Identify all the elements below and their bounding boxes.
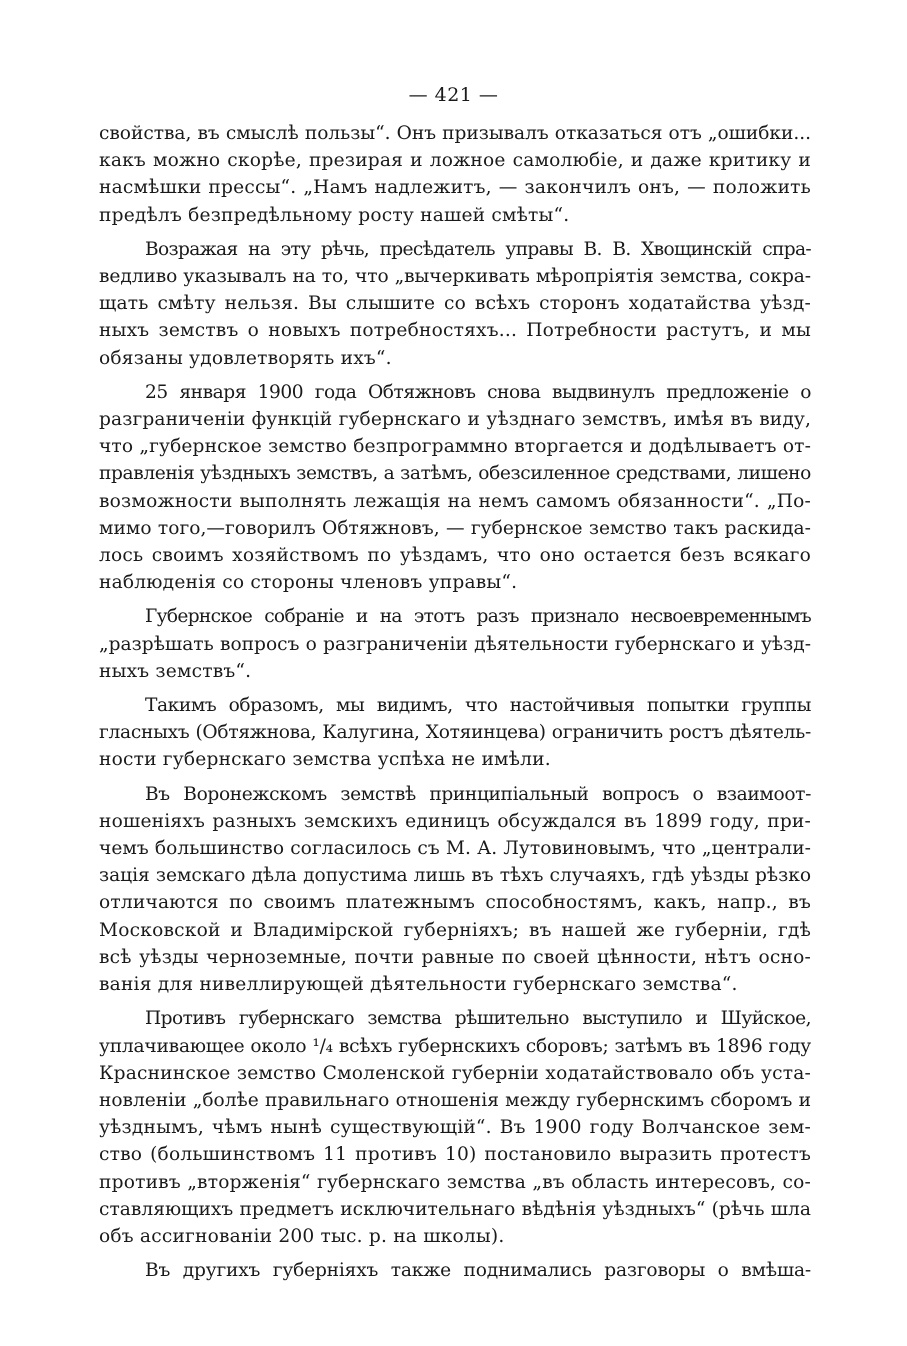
text-line: чемъ большинство согласилось съ М. А. Лутовиновымъ, что „централи- bbox=[99, 838, 811, 860]
paragraph bbox=[99, 120, 811, 229]
text-line: Противъ губернскаго земства рѣшительно выступило и Шуйское, bbox=[145, 1008, 811, 1030]
text-line: Въ другихъ губерніяхъ также поднимались разговоры о вмѣша- bbox=[145, 1260, 811, 1282]
text-line: разграниченіи функцій губернскаго и уѣзднаго земствъ, имѣя въ виду, bbox=[99, 409, 811, 431]
text-line: какъ можно скорѣе, презирая и ложное самолюбіе, и даже критику и bbox=[99, 150, 811, 172]
text-line: „разрѣшать вопросъ о разграниченіи дѣятельности губернскаго и уѣзд- bbox=[99, 633, 811, 655]
paragraph-gap bbox=[99, 774, 811, 781]
text-line: ныхъ земствъ о новыхъ потребностяхъ... Потребности растутъ, и мы bbox=[99, 320, 811, 342]
text-line: ванія для нивеллирующей дѣятельности губернскаго земства“. bbox=[99, 974, 738, 996]
paragraph-gap bbox=[99, 596, 811, 603]
paragraph bbox=[99, 603, 811, 685]
paragraph bbox=[99, 692, 811, 774]
text-line: Въ Воронежскомъ земствѣ принципіальный вопросъ о взаимоот- bbox=[145, 783, 811, 805]
text-line: ставляющихъ предметъ исключительнаго вѣдѣнія уѣздныхъ“ (рѣчь шла bbox=[99, 1198, 811, 1220]
text-line: ношеніяхъ разныхъ земскихъ единицъ обсуждался въ 1899 году, при- bbox=[99, 810, 811, 832]
paragraph bbox=[99, 379, 811, 597]
text-line: лось своимъ хозяйствомъ по уѣздамъ, что оно остается безъ всякаго bbox=[99, 545, 811, 567]
text-line: зація земскаго дѣла допустима лишь въ тѣхъ случаяхъ, гдѣ уѣзды рѣзко bbox=[99, 865, 811, 887]
text-line: мимо того,—говорилъ Обтяжновъ, — губернское земство такъ раскида- bbox=[99, 517, 811, 539]
paragraph-gap bbox=[99, 1250, 811, 1257]
text-line: Краснинское земство Смоленской губерніи ходатайствовало объ уста- bbox=[99, 1062, 811, 1084]
text-line: свойства, въ смыслѣ пользы“. Онъ призывалъ отказаться отъ „ошибки... bbox=[99, 123, 811, 144]
text-line: щать смѣту нельзя. Вы слышите со всѣхъ сторонъ ходатайства уѣзд- bbox=[99, 293, 811, 315]
paragraph bbox=[99, 781, 811, 999]
text-line: 25 января 1900 года Обтяжновъ снова выдвинулъ предложеніе о bbox=[145, 381, 811, 403]
text-line: предѣлъ безпредѣльному росту нашей смѣты“. bbox=[99, 204, 570, 226]
text-line: Возражая на эту рѣчь, пресѣдатель управы В. В. Хвощинскій спра- bbox=[145, 238, 811, 260]
text-line: ныхъ земствъ“. bbox=[99, 660, 252, 682]
text-line: возможности выполнять лежащія на немъ самомъ обязанности“. „По- bbox=[99, 490, 811, 512]
text-line: объ ассигнованіи 200 тыс. р. на школы). bbox=[99, 1225, 505, 1247]
text-line: уплачивающее около ¹/₄ всѣхъ губернскихъ сборовъ; затѣмъ въ 1896 году bbox=[99, 1035, 811, 1057]
text-line: ство (большинствомъ 11 противъ 10) постановило выразить протестъ bbox=[99, 1144, 811, 1166]
text-line: Московской и Владимірской губерніяхъ; въ нашей же губерніи, гдѣ bbox=[99, 919, 811, 941]
paragraph-gap bbox=[99, 685, 811, 692]
text-line: новленіи „болѣе правильнаго отношенія между губернскимъ сборомъ и bbox=[99, 1089, 811, 1111]
text-line: Губернское собраніе и на этотъ разъ признало несвоевременнымъ bbox=[145, 606, 811, 628]
text-line: Такимъ образомъ, мы видимъ, что настойчивыя попытки группы bbox=[145, 695, 811, 717]
text-line: ности губернскаго земства успѣха не имѣли. bbox=[99, 749, 551, 771]
text-line: правленія уѣздныхъ земствъ, а затѣмъ, обезсиленное средствами, лишено bbox=[99, 463, 811, 485]
text-line: всѣ уѣзды черноземные, почти равные по своей цѣнности, нѣтъ осно- bbox=[99, 946, 811, 968]
text-line: что „губернское земство безпрограммно вторгается и додѣлываетъ от- bbox=[99, 436, 811, 458]
paragraph bbox=[99, 236, 811, 372]
text-line: наблюденія со стороны членовъ управы“. bbox=[99, 572, 518, 594]
text-line: уѣзднымъ, чѣмъ нынѣ существующій“. Въ 1900 году Волчанское зем- bbox=[99, 1117, 811, 1139]
paragraph bbox=[99, 1005, 811, 1250]
text-line: обязаны удовлетворять ихъ“. bbox=[99, 347, 392, 369]
page-number: — 421 — bbox=[408, 84, 499, 106]
text-line: гласныхъ (Обтяжнова, Калугина, Хотяинцева) ограничить ростъ дѣятель- bbox=[99, 722, 811, 744]
text-line: противъ „вторженія“ губернскаго земства „въ область интересовъ, со- bbox=[99, 1171, 811, 1193]
paragraph-gap bbox=[99, 229, 811, 236]
paragraph-gap bbox=[99, 372, 811, 379]
text-line: насмѣшки прессы“. „Намъ надлежитъ, — закончилъ онъ, — положить bbox=[99, 177, 811, 199]
body-text bbox=[99, 120, 811, 1284]
text-line: ведливо указывалъ на то, что „вычеркивать мѣропріятія земства, сокра- bbox=[99, 266, 811, 288]
paragraph bbox=[99, 1257, 811, 1284]
paragraph-gap bbox=[99, 998, 811, 1005]
text-line: отличаются по своимъ платежнымъ способностямъ, какъ, напр., въ bbox=[99, 892, 811, 914]
